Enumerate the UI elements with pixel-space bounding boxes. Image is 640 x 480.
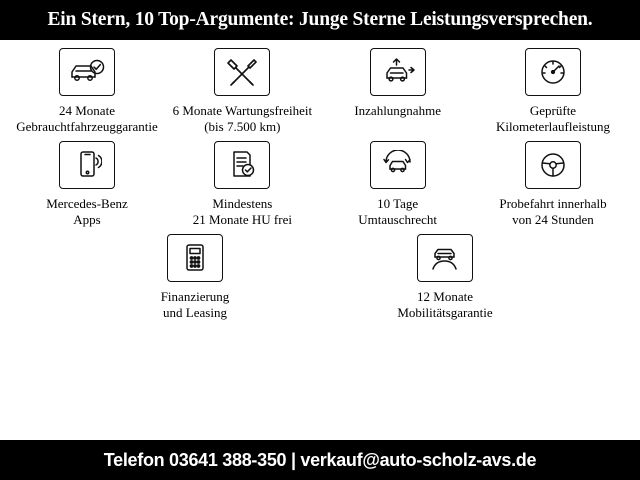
benefit-line2: 21 Monate HU frei [192,212,292,227]
benefit-line1: 24 Monate [59,103,115,118]
odometer-icon [525,48,581,96]
benefit-caption [161,289,230,321]
benefit-item-apps [14,141,160,228]
calculator-icon [167,234,223,282]
benefit-line1: Geprüfte [529,103,577,118]
benefit-item-mobility [372,234,518,321]
page-title: Ein Stern, 10 Top-Argumente: Junge Sterne Leistungsversprechen. [47,9,593,30]
benefit-line1: Probefahrt innerhalb [499,196,607,211]
footer-bar [0,440,640,480]
benefit-item-tradein [325,48,471,135]
car-hand-icon [417,234,473,282]
benefit-line1: 6 Monate Wartungsfreiheit [172,103,313,118]
benefit-line2: (bis 7.500 km) [204,119,281,134]
car-exchange-icon [370,141,426,189]
benefits-grid [0,40,640,440]
benefit-item-testdrive [480,141,626,228]
benefit-line1: Mercedes-Benz [46,196,128,211]
benefit-caption [397,289,492,321]
document-check-icon [214,141,270,189]
benefits-row-2 [6,141,634,228]
benefit-caption [354,103,441,119]
benefit-caption [499,196,606,228]
benefit-caption [358,196,437,228]
benefits-row-3 [6,234,634,321]
benefit-line2: Apps [73,212,101,227]
steering-wheel-icon [525,141,581,189]
benefit-item-exchange [325,141,471,228]
wrench-screwdriver-icon [214,48,270,96]
benefit-line2: und Leasing [163,305,227,320]
car-check-icon [59,48,115,96]
benefit-line2: Umtauschrecht [358,212,437,227]
benefit-line1: Finanzierung [160,289,230,304]
benefit-line1: 12 Monate [417,289,473,304]
benefit-item-warranty [14,48,160,135]
benefit-line1: Inzahlungnahme [354,103,441,118]
benefit-line2: Mobilitätsgarantie [397,305,493,320]
benefit-line1: Mindestens [212,196,273,211]
benefit-line1: 10 Tage [377,196,419,211]
benefit-line2: Kilometerlaufleistung [495,119,611,134]
benefit-caption [16,103,157,135]
benefit-item-hu [169,141,315,228]
car-trade-in-icon [370,48,426,96]
benefit-item-maintenance [169,48,315,135]
benefit-line2: Gebrauchtfahrzeuggarantie [16,119,158,134]
benefit-caption [173,103,313,135]
benefits-row-1 [6,48,634,135]
benefit-item-mileage [480,48,626,135]
benefit-caption [496,103,610,135]
benefit-caption [46,196,128,228]
smartphone-app-icon [59,141,115,189]
contact-info: Telefon 03641 388-350 | verkauf@auto-scholz-avs.de [103,449,537,470]
benefit-line2: von 24 Stunden [512,212,594,227]
benefit-item-financing [122,234,268,321]
benefit-caption [193,196,292,228]
header-bar [0,0,640,40]
